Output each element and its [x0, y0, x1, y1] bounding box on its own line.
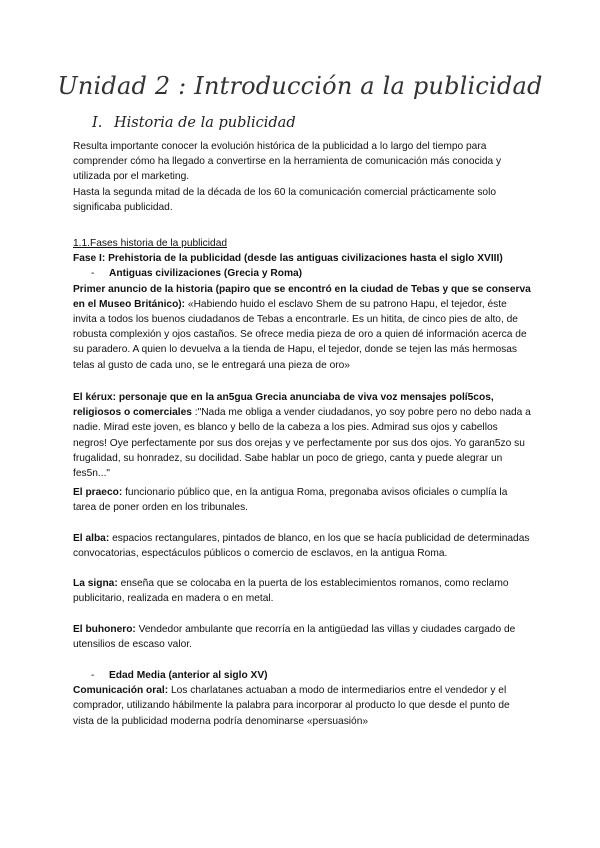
- praeco-block: [73, 485, 533, 515]
- bullet-edad-media: [73, 668, 533, 683]
- praeco-text: funcionario público que, en la antigua Roma, pregonaba avisos oficiales o cumplía la tarea de poner orden en los tribunales.: [73, 487, 508, 514]
- signa-term: La signa:: [73, 578, 118, 589]
- bullet-label: Edad Media (anterior al siglo XV): [109, 670, 268, 681]
- bullet-label: Antiguas civilizaciones (Grecia y Roma): [109, 268, 303, 280]
- buhonero-text: Vendedor ambulante que recorría en la antigüedad las villas y ciudades cargado de utensilios de escaso valor.: [73, 624, 516, 651]
- buhonero-block: [73, 622, 533, 652]
- signa-text: enseña que se colocaba en la puerta de los establecimientos romanos, como reclamo publicitario, realizada en madera o en metal.: [73, 578, 509, 605]
- praeco-term: El praeco:: [73, 487, 123, 498]
- phase-1-heading: Fase I: Prehistoria de la publicidad (desde las antiguas civilizaciones hasta el siglo XVIII): [73, 253, 503, 265]
- section-heading: [92, 115, 296, 131]
- phases-block: [73, 236, 533, 373]
- anuncio-term: Primer anuncio de la historia (papiro que se encontró en la ciudad de Tebas y que se conserva en el Museo Británico):: [73, 283, 531, 310]
- kerux-term: El kérux: personaje que en la an5gua Grecia anunciaba de viva voz mensajes polí5cos, religiosos o comerciales: [73, 392, 494, 419]
- subsection-heading: 1.1.Fases historia de la publicidad: [73, 238, 228, 249]
- intro-paragraph-1: Resulta importante conocer la evolución histórica de la publicidad a lo largo del tiempo para comprender cómo ha llegado a convertirse en la herramienta de comunicación más conocida y utilizada por el marketing.: [73, 141, 502, 183]
- buhonero-term: El buhonero:: [73, 624, 136, 635]
- section-number: I.: [92, 115, 103, 131]
- oral-text: Los charlatanes actuaban a modo de intermediarios entre el vendedor y el comprador, utilizando hábilmente la palabra para incorporar al producto lo que desde el punto de vista de la publicidad moderna podría denominarse «persuasión»: [73, 685, 510, 727]
- signa-block: [73, 576, 533, 606]
- alba-block: [73, 531, 533, 561]
- anuncio-paragraph: [73, 282, 533, 373]
- alba-text: espacios rectangulares, pintados de blanco, en los que se hacía publicidad de determinadas convocatorias, espectáculos públicos o comercio de esclavos, en la antigua Roma.: [73, 533, 530, 560]
- intro-paragraph-2: Hasta la segunda mitad de la década de los 60 la comunicación comercial prácticamente solo significaba publicidad.: [73, 186, 497, 213]
- intro-block: [73, 139, 533, 215]
- alba-term: El alba:: [73, 533, 110, 544]
- kerux-block: [73, 390, 533, 481]
- oral-term: Comunicación oral:: [73, 685, 169, 697]
- bullet-antiguas: [73, 266, 533, 281]
- anuncio-text: «Habiendo huido el esclavo Shem de su patrono Hapu, el tejedor, éste invita a todos los buenos ciudadanos de Tebas a encontrarle. Es un hitita, de cinco pies de alto, de robusta complexión y ojos castaños. Se ofrece media pieza de oro a quien dé información acerca de su paradero. A quien lo devuelva a la tienda de Hapu, el tejedor, donde se tejen las más hermosas telas al gusto de cada uno, se le entregará una pieza de oro»: [73, 298, 527, 371]
- page-title: Unidad 2 : Introducción a la publicidad: [57, 72, 543, 100]
- bullet-dash: -: [91, 268, 95, 280]
- bullet-dash: -: [91, 670, 95, 681]
- kerux-text: :"Nada me obliga a vender ciudadanos, yo soy pobre pero no debo nada a nadie. Mirad este joven, es blanco y bello de la cabeza a los pies. Admirad sus ojos y cabellos negros! Oye perfectamente por sus dos orejas y ve perfectamente por sus dos ojos. Yo garan5zo su frugalidad, su honradez, su docilidad. Sabe hablar un poco de griego, canta y puede alegrar un fes5n...": [73, 407, 531, 480]
- section-label: Historia de la publicidad: [114, 115, 296, 131]
- edad-media-block: [73, 668, 533, 729]
